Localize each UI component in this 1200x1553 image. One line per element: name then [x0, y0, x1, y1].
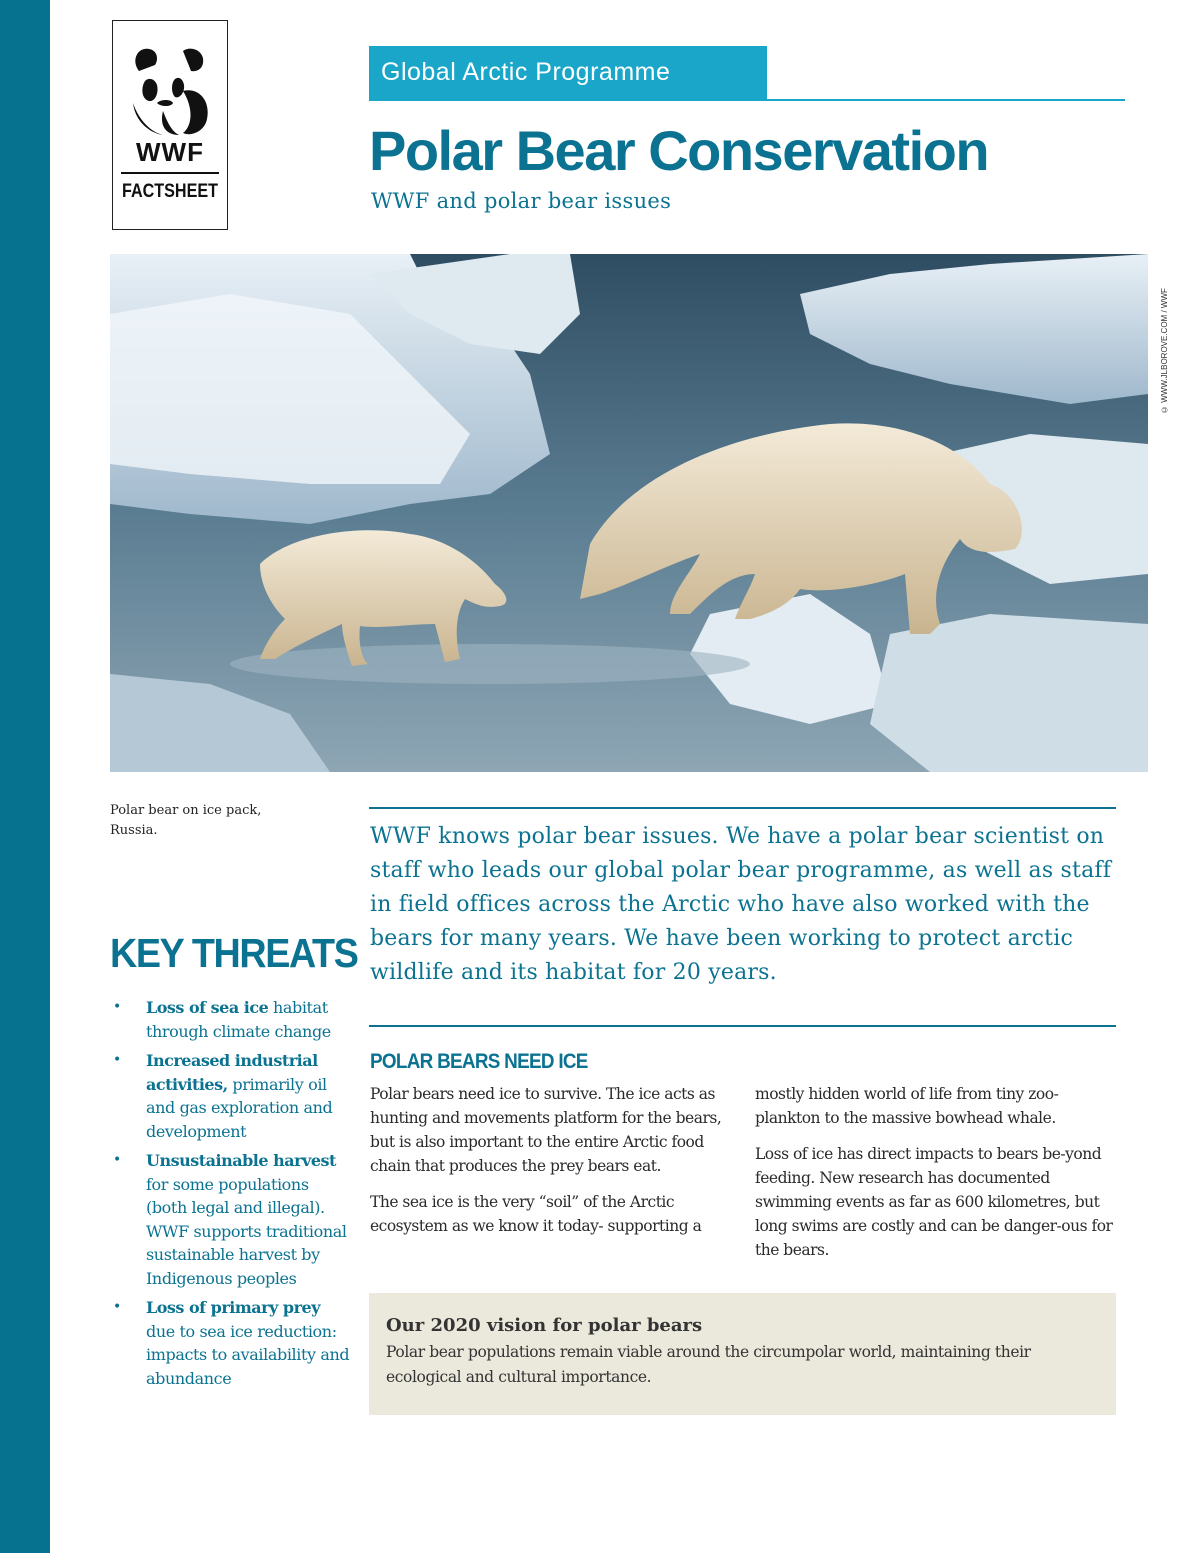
bullet-icon: •: [113, 1152, 121, 1168]
threat-bold: Loss of sea ice: [146, 998, 269, 1017]
bullet-icon: •: [113, 999, 121, 1015]
threat-bold: Increased industrial activities,: [146, 1051, 318, 1094]
threat-item: [110, 1149, 350, 1290]
key-threats-heading: KEY THREATS: [110, 930, 358, 976]
paragraph: Polar bears need ice to survive. The ice acts as hunting and movements platform for the bears, but is also important to the entire Arctic food chain that produces the prey bears eat.: [370, 1085, 722, 1175]
bullet-icon: •: [113, 1052, 121, 1068]
left-sidebar-bar: [0, 0, 50, 1553]
intro-bottom-rule: [369, 1025, 1116, 1027]
intro-top-rule: [369, 807, 1116, 809]
key-threats-list: [110, 996, 350, 1396]
programme-banner: Global Arctic Programme: [369, 46, 767, 101]
vision-title: Our 2020 vision for polar bears: [386, 1315, 703, 1336]
logo-divider: [121, 172, 219, 174]
panda-icon: [127, 41, 213, 137]
factsheet-label: FACTSHEET: [121, 181, 218, 202]
vision-box: [369, 1293, 1116, 1415]
polar-bear-photo: [110, 254, 1148, 772]
threat-bold: Unsustainable harvest: [146, 1151, 336, 1170]
logo-wwf-text: WWF: [136, 137, 204, 167]
section-heading: POLAR BEARS NEED ICE: [370, 1050, 588, 1073]
body-column-right: [755, 1082, 1115, 1274]
bullet-icon: •: [113, 1299, 121, 1315]
paragraph: The sea ice is the very “soil” of the Arctic ecosystem as we know it today- supporting a: [370, 1193, 702, 1235]
page-title: Polar Bear Conservation: [369, 119, 989, 182]
vision-text: Polar bear populations remain viable around the circumpolar world, maintaining their ecological and cultural importance.: [386, 1343, 1031, 1386]
threat-item: [110, 996, 350, 1043]
paragraph: Loss of ice has direct impacts to bears be-yond feeding. New research has documented swimming events as far as 600 kilometres, but long swims are costly and can be danger-ous for the bears.: [755, 1145, 1113, 1259]
threat-text: habitat through climate change: [146, 998, 331, 1041]
threat-text: due to sea ice reduction: impacts to availability and abundance: [146, 1321, 350, 1388]
banner-rule: [767, 99, 1125, 101]
threat-text: for some populations (both legal and illegal). WWF supports traditional sustainable harvest by Indigenous peoples: [146, 1174, 347, 1288]
threat-item: [110, 1296, 350, 1390]
intro-statement: WWF knows polar bear issues. We have a polar bear scientist on staff who leads our global polar bear programme, as well as staff in field offices across the Arctic who have also worked with the bears for many years. We have been working to protect arctic wildlife and its habitat for 20 years.: [370, 824, 1112, 985]
body-column-left: [370, 1082, 730, 1250]
wwf-logo: [112, 20, 228, 230]
threat-text: primarily oil and gas exploration and development: [146, 1074, 333, 1141]
page-subtitle: WWF and polar bear issues: [371, 189, 672, 213]
photo-caption: Polar bear on ice pack, Russia.: [110, 803, 262, 838]
photo-credit: © WWW.JLBOROVE.COM / WWF: [1160, 288, 1169, 414]
paragraph: mostly hidden world of life from tiny zoo-plankton to the massive bowhead whale.: [755, 1085, 1059, 1127]
threat-bold: Loss of primary prey: [146, 1298, 321, 1317]
threat-item: [110, 1049, 350, 1143]
